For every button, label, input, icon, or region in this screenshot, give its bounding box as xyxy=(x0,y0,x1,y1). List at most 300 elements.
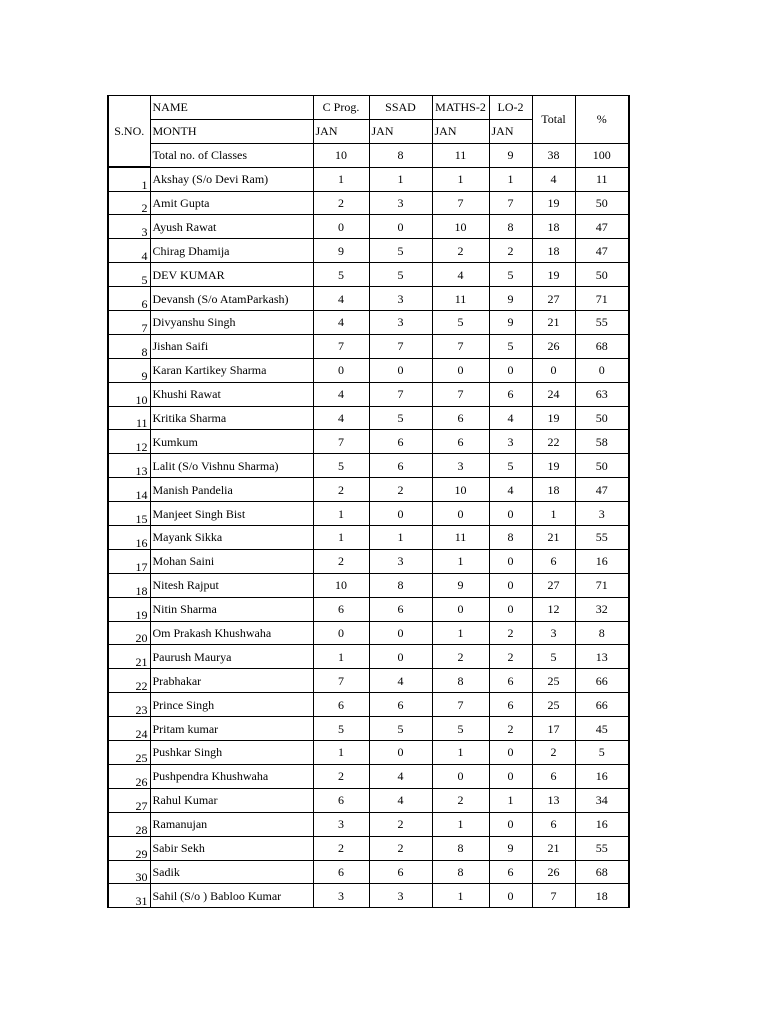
row-total: 18 xyxy=(532,215,575,239)
row-percent: 50 xyxy=(575,263,629,287)
c-prog-attendance: 4 xyxy=(313,406,369,430)
row-sno: 30 xyxy=(108,860,150,884)
c-prog-attendance: 6 xyxy=(313,693,369,717)
maths-attendance: 6 xyxy=(432,406,489,430)
ssad-attendance: 1 xyxy=(369,526,432,550)
row-percent: 47 xyxy=(575,478,629,502)
maths-attendance: 8 xyxy=(432,860,489,884)
row-sno: 10 xyxy=(108,382,150,406)
lo-attendance: 8 xyxy=(489,526,532,550)
row-percent: 13 xyxy=(575,645,629,669)
student-name: Karan Kartikey Sharma xyxy=(150,358,313,382)
row-percent: 58 xyxy=(575,430,629,454)
maths-attendance: 3 xyxy=(432,454,489,478)
row-percent: 55 xyxy=(575,311,629,335)
table-row xyxy=(108,669,629,693)
attendance-table xyxy=(107,95,630,908)
c-prog-attendance: 1 xyxy=(313,167,369,191)
ssad-attendance: 0 xyxy=(369,645,432,669)
lo-attendance: 0 xyxy=(489,884,532,908)
c-prog-attendance: 9 xyxy=(313,239,369,263)
row-total: 19 xyxy=(532,406,575,430)
lo-attendance: 6 xyxy=(489,693,532,717)
student-name: Pritam kumar xyxy=(150,717,313,741)
c-prog-attendance: 0 xyxy=(313,621,369,645)
table-row xyxy=(108,597,629,621)
row-sno: 26 xyxy=(108,764,150,788)
row-sno: 7 xyxy=(108,311,150,335)
table-row xyxy=(108,884,629,908)
row-sno: 24 xyxy=(108,717,150,741)
row-sno: 4 xyxy=(108,239,150,263)
ssad-attendance: 3 xyxy=(369,287,432,311)
row-total: 19 xyxy=(532,191,575,215)
row-total: 18 xyxy=(532,478,575,502)
subject-month: JAN xyxy=(313,119,369,143)
maths-attendance: 1 xyxy=(432,741,489,765)
ssad-attendance: 3 xyxy=(369,311,432,335)
ssad-attendance: 0 xyxy=(369,502,432,526)
student-name: Divyanshu Singh xyxy=(150,311,313,335)
c-prog-attendance: 0 xyxy=(313,215,369,239)
row-sno: 29 xyxy=(108,836,150,860)
c-prog-attendance: 4 xyxy=(313,382,369,406)
maths-attendance: 11 xyxy=(432,526,489,550)
row-percent: 68 xyxy=(575,860,629,884)
maths-attendance: 7 xyxy=(432,334,489,358)
table-row xyxy=(108,239,629,263)
row-percent: 32 xyxy=(575,597,629,621)
table-row xyxy=(108,263,629,287)
maths-attendance: 8 xyxy=(432,669,489,693)
lo-attendance: 0 xyxy=(489,597,532,621)
row-total: 7 xyxy=(532,884,575,908)
student-name: Sabir Sekh xyxy=(150,836,313,860)
maths-attendance: 0 xyxy=(432,502,489,526)
lo-attendance: 0 xyxy=(489,549,532,573)
ssad-attendance: 5 xyxy=(369,406,432,430)
ssad-attendance: 6 xyxy=(369,430,432,454)
row-percent: 71 xyxy=(575,287,629,311)
table-row xyxy=(108,430,629,454)
row-sno: 19 xyxy=(108,597,150,621)
maths-attendance: 4 xyxy=(432,263,489,287)
row-total: 1 xyxy=(532,502,575,526)
lo-attendance: 7 xyxy=(489,191,532,215)
table-row xyxy=(108,406,629,430)
ssad-attendance: 4 xyxy=(369,669,432,693)
ssad-attendance: 6 xyxy=(369,860,432,884)
row-sno: 15 xyxy=(108,502,150,526)
lo-attendance: 0 xyxy=(489,573,532,597)
lo-attendance: 0 xyxy=(489,741,532,765)
row-total: 24 xyxy=(532,382,575,406)
row-total: 19 xyxy=(532,263,575,287)
lo-attendance: 0 xyxy=(489,812,532,836)
row-percent: 66 xyxy=(575,693,629,717)
table-row xyxy=(108,287,629,311)
row-percent: 16 xyxy=(575,549,629,573)
student-name: Mohan Saini xyxy=(150,549,313,573)
student-name: Prabhakar xyxy=(150,669,313,693)
c-prog-attendance: 1 xyxy=(313,741,369,765)
student-name: Jishan Saifi xyxy=(150,334,313,358)
maths-attendance: 1 xyxy=(432,621,489,645)
row-percent: 71 xyxy=(575,573,629,597)
subject-total-classes: 10 xyxy=(313,143,369,167)
student-name: Nitin Sharma xyxy=(150,597,313,621)
c-prog-attendance: 2 xyxy=(313,836,369,860)
row-sno: 23 xyxy=(108,693,150,717)
ssad-attendance: 4 xyxy=(369,764,432,788)
lo-attendance: 3 xyxy=(489,430,532,454)
student-name: Mayank Sikka xyxy=(150,526,313,550)
lo-attendance: 6 xyxy=(489,669,532,693)
table-row xyxy=(108,382,629,406)
header-row-name xyxy=(108,96,629,120)
c-prog-attendance: 5 xyxy=(313,263,369,287)
lo-attendance: 2 xyxy=(489,717,532,741)
lo-attendance: 2 xyxy=(489,239,532,263)
maths-attendance: 0 xyxy=(432,764,489,788)
lo-attendance: 5 xyxy=(489,334,532,358)
row-sno: 28 xyxy=(108,812,150,836)
row-sno: 9 xyxy=(108,358,150,382)
row-total: 25 xyxy=(532,669,575,693)
student-name: Kritika Sharma xyxy=(150,406,313,430)
student-name: Sadik xyxy=(150,860,313,884)
maths-attendance: 2 xyxy=(432,239,489,263)
table-row xyxy=(108,549,629,573)
row-percent: 11 xyxy=(575,167,629,191)
subject-total-classes: 11 xyxy=(432,143,489,167)
maths-attendance: 0 xyxy=(432,597,489,621)
row-sno: 2 xyxy=(108,191,150,215)
lo-attendance: 9 xyxy=(489,836,532,860)
table-row xyxy=(108,764,629,788)
maths-attendance: 5 xyxy=(432,717,489,741)
student-rows xyxy=(108,167,629,908)
row-sno: 31 xyxy=(108,884,150,908)
row-sno: 18 xyxy=(108,573,150,597)
lo-attendance: 0 xyxy=(489,358,532,382)
row-percent: 5 xyxy=(575,741,629,765)
c-prog-attendance: 10 xyxy=(313,573,369,597)
maths-attendance: 2 xyxy=(432,645,489,669)
row-total: 5 xyxy=(532,645,575,669)
ssad-attendance: 6 xyxy=(369,597,432,621)
maths-attendance: 2 xyxy=(432,788,489,812)
row-sno: 1 xyxy=(108,167,150,191)
row-percent: 18 xyxy=(575,884,629,908)
ssad-attendance: 3 xyxy=(369,191,432,215)
c-prog-attendance: 6 xyxy=(313,788,369,812)
row-sno: 8 xyxy=(108,334,150,358)
row-percent: 55 xyxy=(575,526,629,550)
table-row xyxy=(108,573,629,597)
c-prog-attendance: 4 xyxy=(313,311,369,335)
subject-total-classes: 9 xyxy=(489,143,532,167)
row-percent: 47 xyxy=(575,215,629,239)
maths-attendance: 1 xyxy=(432,167,489,191)
row-sno: 3 xyxy=(108,215,150,239)
table-header xyxy=(108,96,629,168)
ssad-attendance: 2 xyxy=(369,478,432,502)
student-name: Pushpendra Khushwaha xyxy=(150,764,313,788)
ssad-attendance: 3 xyxy=(369,884,432,908)
subject-month: JAN xyxy=(369,119,432,143)
row-total: 26 xyxy=(532,334,575,358)
table-row xyxy=(108,454,629,478)
student-name: DEV KUMAR xyxy=(150,263,313,287)
table-row xyxy=(108,812,629,836)
c-prog-attendance: 6 xyxy=(313,860,369,884)
student-name: Amit Gupta xyxy=(150,191,313,215)
row-total: 27 xyxy=(532,287,575,311)
row-percent: 34 xyxy=(575,788,629,812)
row-percent: 45 xyxy=(575,717,629,741)
row-total: 25 xyxy=(532,693,575,717)
ssad-attendance: 0 xyxy=(369,621,432,645)
row-sno: 16 xyxy=(108,526,150,550)
row-sno: 11 xyxy=(108,406,150,430)
row-sno: 6 xyxy=(108,287,150,311)
table-row xyxy=(108,741,629,765)
total-classes: 38 xyxy=(532,143,575,167)
row-sno: 20 xyxy=(108,621,150,645)
row-total: 3 xyxy=(532,621,575,645)
row-total: 6 xyxy=(532,549,575,573)
c-prog-attendance: 6 xyxy=(313,597,369,621)
row-percent: 63 xyxy=(575,382,629,406)
row-percent: 16 xyxy=(575,764,629,788)
c-prog-attendance: 2 xyxy=(313,478,369,502)
row-sno: 22 xyxy=(108,669,150,693)
table-row xyxy=(108,788,629,812)
student-name: Paurush Maurya xyxy=(150,645,313,669)
lo-attendance: 0 xyxy=(489,502,532,526)
c-prog-attendance: 7 xyxy=(313,430,369,454)
lo-attendance: 9 xyxy=(489,311,532,335)
student-name: Om Prakash Khushwaha xyxy=(150,621,313,645)
row-sno: 13 xyxy=(108,454,150,478)
ssad-attendance: 8 xyxy=(369,573,432,597)
lo-attendance: 8 xyxy=(489,215,532,239)
table-row xyxy=(108,693,629,717)
c-prog-attendance: 3 xyxy=(313,884,369,908)
lo-attendance: 2 xyxy=(489,621,532,645)
c-prog-attendance: 5 xyxy=(313,454,369,478)
lo-attendance: 1 xyxy=(489,788,532,812)
row-total: 19 xyxy=(532,454,575,478)
row-total: 13 xyxy=(532,788,575,812)
row-total: 18 xyxy=(532,239,575,263)
subject-header: C Prog. xyxy=(313,96,369,120)
row-sno: 21 xyxy=(108,645,150,669)
ssad-attendance: 3 xyxy=(369,549,432,573)
c-prog-attendance: 2 xyxy=(313,764,369,788)
row-total: 2 xyxy=(532,741,575,765)
row-percent: 16 xyxy=(575,812,629,836)
ssad-attendance: 5 xyxy=(369,263,432,287)
c-prog-attendance: 4 xyxy=(313,287,369,311)
maths-attendance: 5 xyxy=(432,311,489,335)
row-sno: 27 xyxy=(108,788,150,812)
maths-attendance: 6 xyxy=(432,430,489,454)
lo-attendance: 1 xyxy=(489,167,532,191)
maths-attendance: 9 xyxy=(432,573,489,597)
table-row xyxy=(108,526,629,550)
row-total: 21 xyxy=(532,836,575,860)
maths-attendance: 7 xyxy=(432,382,489,406)
subject-month: JAN xyxy=(432,119,489,143)
lo-attendance: 0 xyxy=(489,764,532,788)
maths-attendance: 7 xyxy=(432,693,489,717)
row-percent: 68 xyxy=(575,334,629,358)
subject-total-classes: 8 xyxy=(369,143,432,167)
c-prog-attendance: 0 xyxy=(313,358,369,382)
row-sno: 25 xyxy=(108,741,150,765)
maths-attendance: 0 xyxy=(432,358,489,382)
table-row xyxy=(108,358,629,382)
table-row xyxy=(108,621,629,645)
subject-header: LO-2 xyxy=(489,96,532,120)
student-name: Chirag Dhamija xyxy=(150,239,313,263)
row-total: 17 xyxy=(532,717,575,741)
row-percent: 55 xyxy=(575,836,629,860)
table-row xyxy=(108,478,629,502)
lo-attendance: 4 xyxy=(489,478,532,502)
c-prog-attendance: 7 xyxy=(313,669,369,693)
c-prog-attendance: 5 xyxy=(313,717,369,741)
ssad-attendance: 7 xyxy=(369,382,432,406)
percent-classes: 100 xyxy=(575,143,629,167)
row-percent: 50 xyxy=(575,191,629,215)
lo-attendance: 9 xyxy=(489,287,532,311)
row-total: 22 xyxy=(532,430,575,454)
lo-attendance: 4 xyxy=(489,406,532,430)
ssad-attendance: 0 xyxy=(369,358,432,382)
c-prog-attendance: 7 xyxy=(313,334,369,358)
c-prog-attendance: 1 xyxy=(313,645,369,669)
lo-attendance: 5 xyxy=(489,263,532,287)
row-total: 4 xyxy=(532,167,575,191)
table-row xyxy=(108,334,629,358)
student-name: Prince Singh xyxy=(150,693,313,717)
table-row xyxy=(108,215,629,239)
c-prog-attendance: 3 xyxy=(313,812,369,836)
row-percent: 50 xyxy=(575,454,629,478)
student-name: Manjeet Singh Bist xyxy=(150,502,313,526)
ssad-attendance: 6 xyxy=(369,454,432,478)
name-header: NAME xyxy=(150,96,313,120)
row-total: 6 xyxy=(532,812,575,836)
table-row xyxy=(108,191,629,215)
row-percent: 3 xyxy=(575,502,629,526)
month-header: MONTH xyxy=(150,119,313,143)
maths-attendance: 10 xyxy=(432,478,489,502)
lo-attendance: 6 xyxy=(489,860,532,884)
row-total: 21 xyxy=(532,311,575,335)
subject-header: MATHS-2 xyxy=(432,96,489,120)
row-percent: 47 xyxy=(575,239,629,263)
total-header: Total xyxy=(532,96,575,144)
row-total: 6 xyxy=(532,764,575,788)
student-name: Ayush Rawat xyxy=(150,215,313,239)
row-total: 27 xyxy=(532,573,575,597)
student-name: Ramanujan xyxy=(150,812,313,836)
student-name: Akshay (S/o Devi Ram) xyxy=(150,167,313,191)
ssad-attendance: 4 xyxy=(369,788,432,812)
student-name: Khushi Rawat xyxy=(150,382,313,406)
row-sno: 12 xyxy=(108,430,150,454)
ssad-attendance: 2 xyxy=(369,812,432,836)
row-percent: 0 xyxy=(575,358,629,382)
c-prog-attendance: 2 xyxy=(313,191,369,215)
classes-header: Total no. of Classes xyxy=(150,143,313,167)
maths-attendance: 7 xyxy=(432,191,489,215)
table-row xyxy=(108,836,629,860)
lo-attendance: 6 xyxy=(489,382,532,406)
row-sno: 14 xyxy=(108,478,150,502)
ssad-attendance: 0 xyxy=(369,215,432,239)
ssad-attendance: 1 xyxy=(369,167,432,191)
ssad-attendance: 5 xyxy=(369,239,432,263)
ssad-attendance: 5 xyxy=(369,717,432,741)
student-name: Manish Pandelia xyxy=(150,478,313,502)
maths-attendance: 1 xyxy=(432,884,489,908)
row-total: 26 xyxy=(532,860,575,884)
row-sno: 5 xyxy=(108,263,150,287)
maths-attendance: 8 xyxy=(432,836,489,860)
c-prog-attendance: 1 xyxy=(313,526,369,550)
row-total: 12 xyxy=(532,597,575,621)
table-row xyxy=(108,717,629,741)
ssad-attendance: 7 xyxy=(369,334,432,358)
lo-attendance: 2 xyxy=(489,645,532,669)
ssad-attendance: 0 xyxy=(369,741,432,765)
maths-attendance: 11 xyxy=(432,287,489,311)
row-total: 21 xyxy=(532,526,575,550)
student-name: Sahil (S/o ) Babloo Kumar xyxy=(150,884,313,908)
table-row xyxy=(108,167,629,191)
row-percent: 50 xyxy=(575,406,629,430)
maths-attendance: 1 xyxy=(432,812,489,836)
row-total: 0 xyxy=(532,358,575,382)
maths-attendance: 10 xyxy=(432,215,489,239)
student-name: Devansh (S/o AtamParkash) xyxy=(150,287,313,311)
subject-header: SSAD xyxy=(369,96,432,120)
student-name: Nitesh Rajput xyxy=(150,573,313,597)
header-row-classes xyxy=(108,143,629,167)
percent-header: % xyxy=(575,96,629,144)
table-row xyxy=(108,645,629,669)
table-row xyxy=(108,860,629,884)
student-name: Rahul Kumar xyxy=(150,788,313,812)
row-percent: 8 xyxy=(575,621,629,645)
student-name: Kumkum xyxy=(150,430,313,454)
table-row xyxy=(108,502,629,526)
c-prog-attendance: 1 xyxy=(313,502,369,526)
maths-attendance: 1 xyxy=(432,549,489,573)
sno-header: S.NO. xyxy=(108,96,150,168)
subject-month: JAN xyxy=(489,119,532,143)
lo-attendance: 5 xyxy=(489,454,532,478)
student-name: Pushkar Singh xyxy=(150,741,313,765)
ssad-attendance: 2 xyxy=(369,836,432,860)
c-prog-attendance: 2 xyxy=(313,549,369,573)
ssad-attendance: 6 xyxy=(369,693,432,717)
